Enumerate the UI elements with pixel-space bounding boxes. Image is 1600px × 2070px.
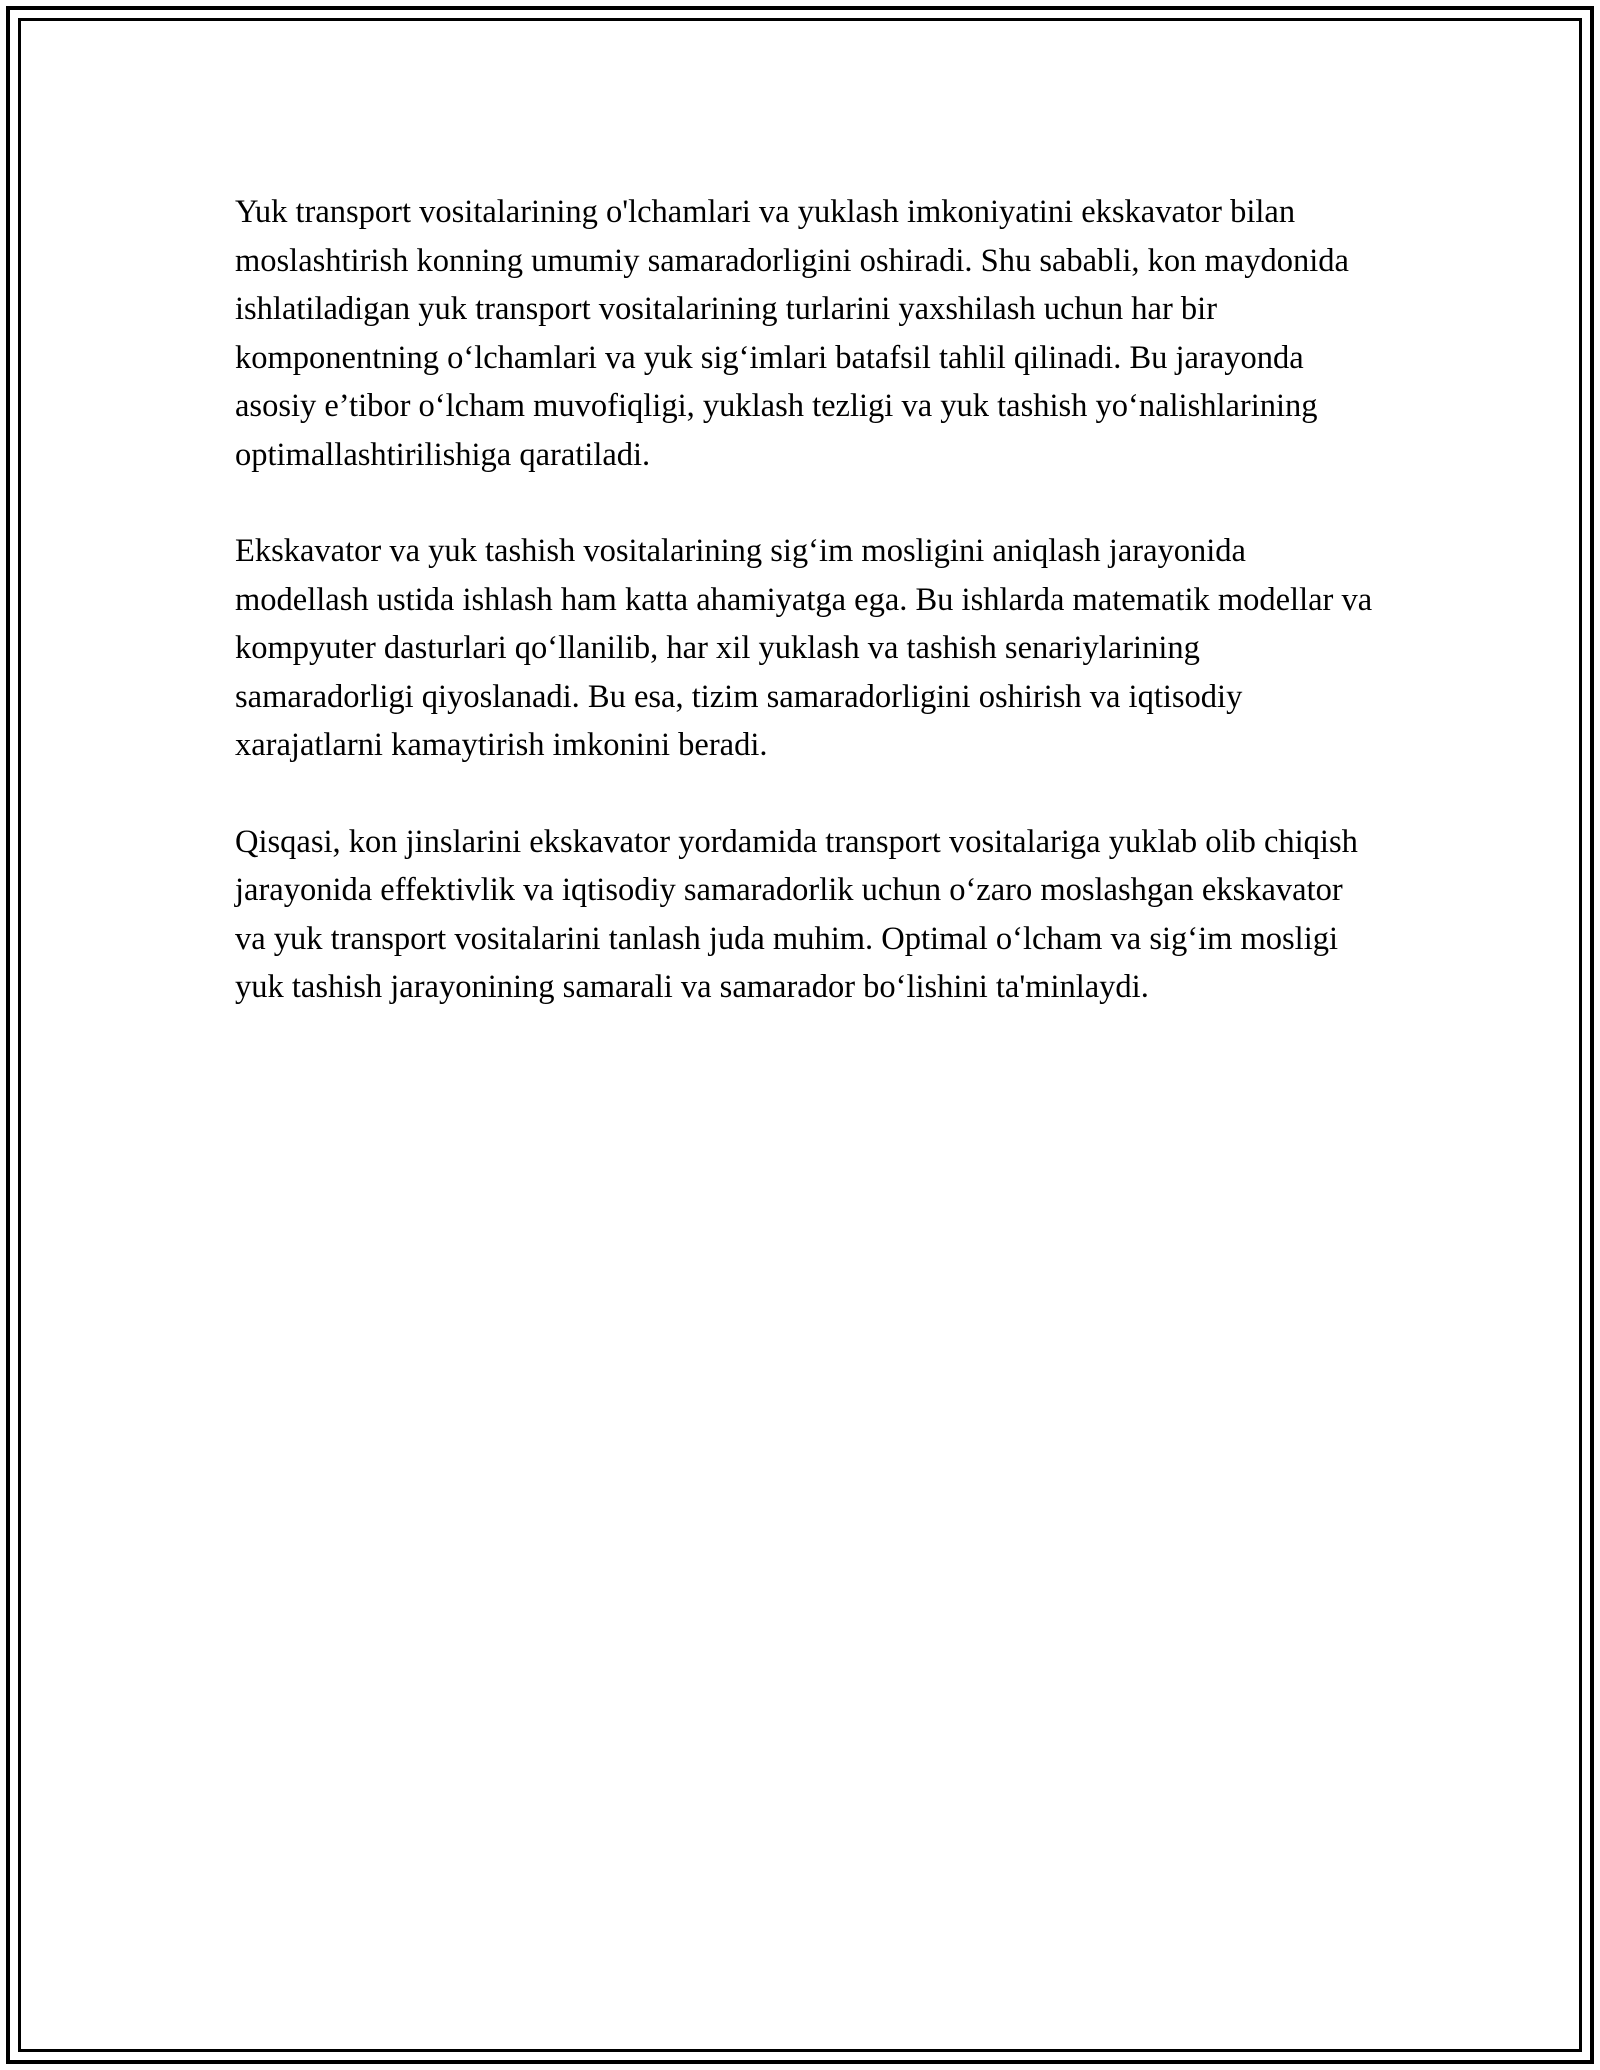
paragraph-1: Yuk transport vositalarining o'lchamlari va yuklash imkoniyatini ekskavator bilan moslashtirish konning umumiy samaradorligini oshiradi. Shu sababli, kon maydonida ishlatiladigan yuk transport vositalarining turlarini yaxshilash uchun har bir komponentning o‘lchamlari va yuk sig‘imlari batafsil tahlil qilinadi. Bu jarayonda asosiy e’tibor o‘lcham muvofiqligi, yuklash tezligi va yuk tashish yo‘nalishlarining optimallashtirilishiga qaratiladi. <box>235 194 1349 473</box>
document-body <box>235 188 1375 1060</box>
paragraph-2: Ekskavator va yuk tashish vositalarining sig‘im mosligini aniqlash jarayonida modellash ustida ishlash ham katta ahamiyatga ega. Bu ishlarda matematik modellar va kompyuter dasturlari qo‘llanilib, har xil yuklash va tashish senariylarining samaradorligi qiyoslanadi. Bu esa, tizim samaradorligini oshirish va iqtisodiy xarajatlarni kamaytirish imkonini beradi. <box>235 533 1373 763</box>
paragraph-3: Qisqasi, kon jinslarini ekskavator yordamida transport vositalariga yuklab olib chiqish jarayonida effektivlik va iqtisodiy samaradorlik uchun o‘zaro moslashgan ekskavator va yuk transport vositalarini tanlash juda muhim. Optimal o‘lcham va sig‘im mosligi yuk tashish jarayonining samarali va samarador bo‘lishini ta'minlaydi. <box>235 823 1358 1005</box>
